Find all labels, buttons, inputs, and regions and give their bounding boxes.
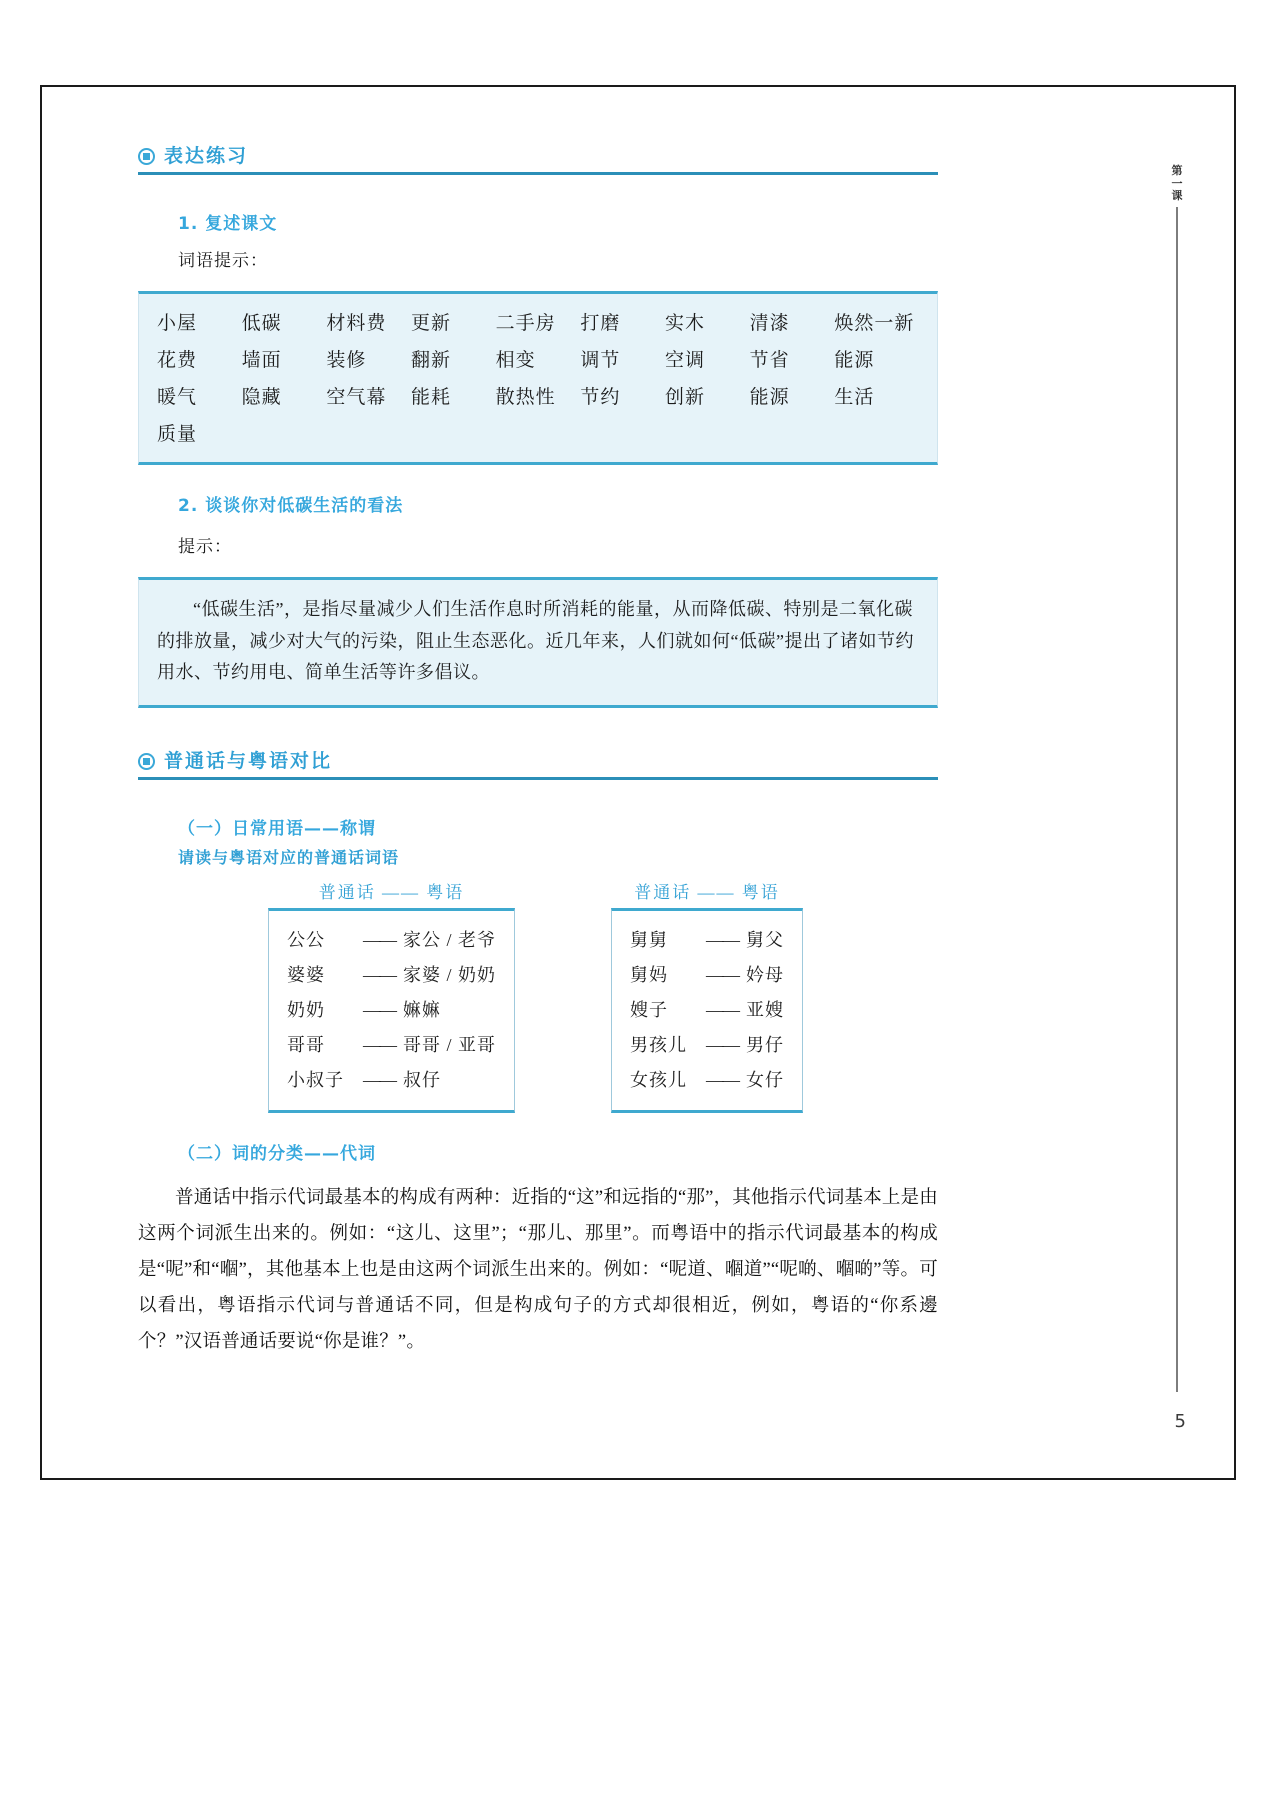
word-grid	[157, 308, 919, 446]
word-item: 能源	[834, 350, 875, 371]
word-item: 翻新	[410, 350, 451, 371]
word-item: 空调	[664, 350, 705, 371]
word-item: 材料费	[326, 313, 387, 334]
exercise-2	[138, 491, 938, 557]
word-item: 能源	[749, 387, 790, 408]
pair-putonghua: 男孩儿	[630, 1034, 688, 1055]
dash-separator: ——	[706, 999, 739, 1020]
word-item: 空气幕	[326, 387, 387, 408]
pair-row	[630, 993, 784, 1028]
word-item: 暖气	[157, 387, 198, 408]
word-item: 装修	[326, 350, 367, 371]
exercise-2-lead: 提示：	[178, 537, 232, 556]
chapter-side-tab	[1166, 165, 1188, 203]
pair-yue: 亚嫂	[746, 999, 785, 1020]
word-item: 清漆	[749, 313, 790, 334]
word-hint-box	[138, 291, 938, 465]
section-title: 表达练习	[164, 145, 249, 167]
word-item: 实木	[664, 313, 705, 334]
exercise-2-heading: 2. 谈谈你对低碳生活的看法	[178, 496, 404, 516]
pair-yue: 舅父	[746, 929, 785, 950]
word-item: 隐藏	[241, 387, 282, 408]
pronoun-paragraph: 普通话中指示代词最基本的构成有两种：近指的“这”和远指的“那”，其他指示代词基本上是由这两个词派生出来的。例如：“这儿、这里”；“那儿、那里”。而粤语中的指示代词最基本的构成是“呢”和“嗰”，其他基本上也是由这两个词派生出来的。例如：“呢道、嗰道”“呢啲、嗰啲”等。可以看出，粤语指示代词与普通话不同，但是构成句子的方式却很相近，例如，粤语的“你系邊个？”汉语普通话要说“你是谁？”。	[138, 1187, 938, 1353]
textbook-page	[40, 85, 1236, 1480]
pair-row	[630, 1028, 784, 1063]
side-vertical-rule	[1176, 207, 1178, 1392]
pair-yue: 妗母	[746, 964, 785, 985]
dash-separator: ——	[363, 964, 395, 985]
word-item: 花费	[157, 350, 198, 371]
pair-caption-right: 普通话 —— 粤语	[634, 882, 780, 902]
pair-putonghua: 婆婆	[287, 964, 325, 985]
pair-row	[630, 958, 784, 993]
page-content	[138, 147, 938, 1360]
dash-separator: ——	[706, 964, 739, 985]
pair-yue: 家婆 / 奶奶	[403, 964, 497, 985]
pair-boxes-area	[138, 878, 938, 1113]
low-carbon-note-box	[138, 577, 938, 708]
subsection-two	[138, 1139, 938, 1164]
dash-separator: ——	[363, 1034, 395, 1055]
dash-separator: ——	[363, 999, 395, 1020]
subsection-one	[138, 814, 938, 868]
word-item: 相变	[495, 350, 536, 371]
ring-icon	[138, 148, 155, 165]
pair-row	[287, 958, 496, 993]
word-item: 节省	[749, 350, 790, 371]
pair-putonghua: 哥哥	[287, 1034, 325, 1055]
pair-putonghua: 奶奶	[287, 999, 325, 1020]
pair-row	[287, 1028, 496, 1063]
pair-putonghua: 女孩儿	[630, 1069, 688, 1090]
pair-caption-left: 普通话 —— 粤语	[318, 882, 465, 902]
word-item: 更新	[410, 313, 451, 334]
subsection-one-heading: （一）日常用语——称谓	[178, 818, 376, 839]
side-tab-char-2: 一	[1171, 176, 1183, 190]
pair-row	[287, 923, 496, 958]
word-item: 生活	[834, 387, 875, 408]
word-item: 墙面	[241, 350, 282, 371]
pair-row	[630, 1063, 784, 1098]
dash-separator: ——	[706, 929, 739, 950]
pair-column-right	[611, 878, 803, 1113]
pair-yue: 嫲嫲	[403, 999, 441, 1020]
pair-row	[630, 923, 784, 958]
side-tab-char-1: 第	[1171, 164, 1183, 177]
ring-icon	[138, 753, 155, 770]
low-carbon-paragraph: “低碳生活”，是指尽量减少人们生活作息时所消耗的能量，从而降低碳、特别是二氧化碳的排放量，减少对大气的污染，阻止生态恶化。近几年来，人们就如何“低碳”提出了诸如节约用水、节约用电、简单生活等许多倡议。	[157, 599, 914, 682]
pair-yue: 哥哥 / 亚哥	[403, 1034, 497, 1055]
exercise-1-lead: 词语提示：	[178, 251, 268, 270]
word-item: 焕然一新	[834, 313, 915, 334]
section-heading-comparison	[138, 749, 938, 772]
word-item: 质量	[157, 424, 198, 445]
word-item: 调节	[580, 350, 621, 371]
word-item: 低碳	[241, 313, 282, 334]
dash-separator: ——	[363, 929, 395, 950]
word-item: 能耗	[410, 387, 451, 408]
pair-yue: 叔仔	[403, 1069, 441, 1090]
pair-box-left	[268, 908, 515, 1113]
pair-yue: 男仔	[746, 1034, 785, 1055]
word-item: 创新	[664, 387, 705, 408]
section-heading-expression	[138, 147, 938, 166]
word-item: 二手房	[495, 313, 556, 334]
word-item: 散热性	[495, 387, 556, 408]
subsection-two-heading: （二）词的分类——代词	[178, 1143, 376, 1164]
word-item: 节约	[580, 387, 621, 408]
exercise-1-heading: 1. 复述课文	[178, 214, 278, 234]
section-title: 普通话与粤语对比	[164, 749, 333, 772]
pair-putonghua: 舅妈	[630, 964, 669, 985]
pair-putonghua: 公公	[287, 929, 325, 950]
side-tab-char-3: 课	[1171, 189, 1183, 203]
pair-putonghua: 嫂子	[630, 999, 669, 1020]
dash-separator: ——	[706, 1069, 739, 1090]
pair-box-right	[611, 908, 803, 1113]
pair-yue: 女仔	[746, 1069, 785, 1090]
word-item: 打磨	[580, 313, 621, 334]
word-item: 小屋	[157, 313, 198, 334]
subsection-one-note: 请读与粤语对应的普通话词语	[178, 847, 400, 867]
pair-row	[287, 1063, 496, 1098]
pair-putonghua: 小叔子	[287, 1069, 344, 1090]
pair-column-left	[268, 878, 515, 1113]
pair-yue: 家公 / 老爷	[403, 929, 497, 950]
exercise-1	[138, 209, 938, 271]
dash-separator: ——	[363, 1069, 395, 1090]
pair-row	[287, 993, 496, 1028]
pair-putonghua: 舅舅	[630, 929, 669, 950]
page-number: 5	[1174, 1411, 1186, 1432]
dash-separator: ——	[706, 1034, 739, 1055]
